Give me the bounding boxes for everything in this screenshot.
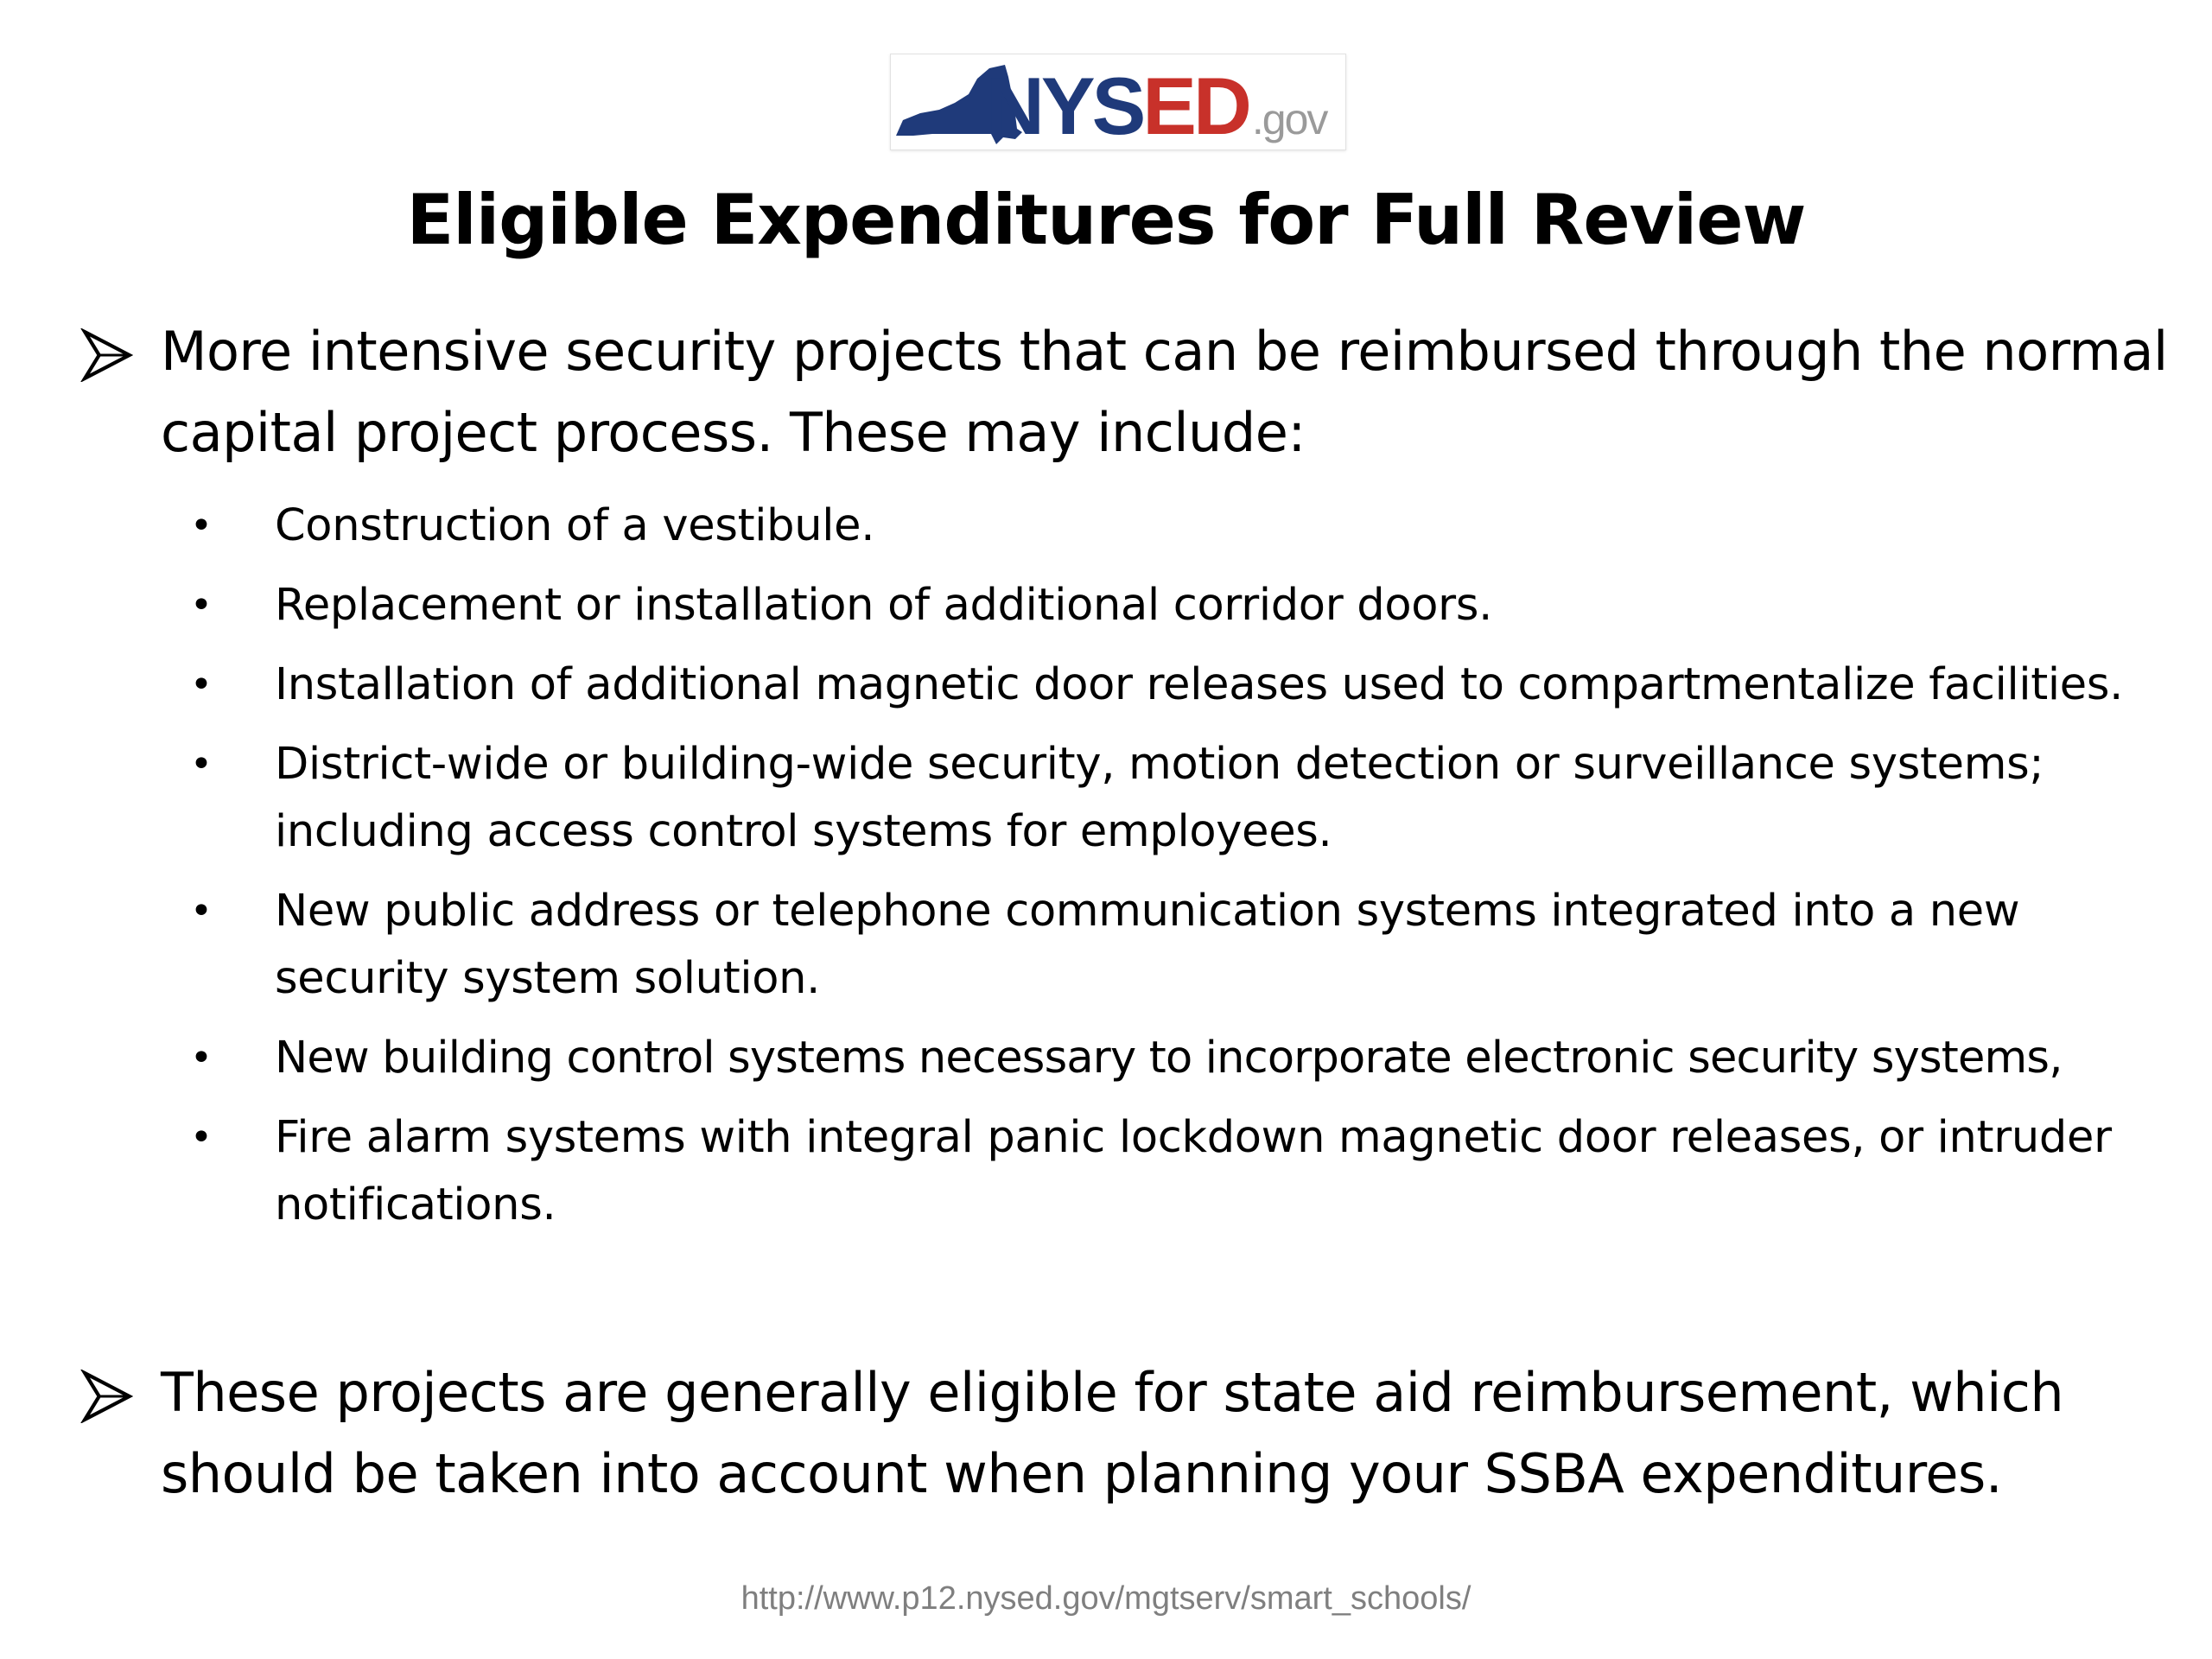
arrow-bullet-icon xyxy=(79,328,133,382)
sub-bullet-text: Installation of additional magnetic door releases used to compartmentalize facilities. xyxy=(275,659,2124,710)
sub-bullet-text: Replacement or installation of additional corridor doors. xyxy=(275,580,1493,631)
bullet-dot-icon: • xyxy=(190,1116,213,1160)
sub-bullet-text: New building control systems necessary to incorporate electronic security systems, xyxy=(275,1033,2063,1084)
sub-bullet-text: New public address or telephone communication systems integrated into a new security system solution. xyxy=(275,886,2020,1004)
sub-bullet-text: District-wide or building-wide security, motion detection or surveillance systems; including access control systems for employees. xyxy=(275,739,2044,857)
sub-bullet-item xyxy=(0,1025,2212,1092)
sub-bullet-item xyxy=(0,1104,2212,1239)
bullet-dot-icon: • xyxy=(190,663,213,707)
arrow-bullet-icon xyxy=(79,1370,133,1423)
logo-nys-text: NYS xyxy=(986,60,1143,151)
sub-bullet-text: Construction of a vestibule. xyxy=(275,500,875,551)
bullet-dot-icon: • xyxy=(190,742,213,786)
slide-title: Eligible Expenditures for Full Review xyxy=(406,180,1806,260)
sub-bullet-item xyxy=(0,652,2212,719)
sub-bullet-item xyxy=(0,878,2212,1013)
sub-bullet-item xyxy=(0,731,2212,866)
bullet-dot-icon: • xyxy=(190,504,213,548)
sub-bullet-item xyxy=(0,572,2212,639)
bullet-dot-icon: • xyxy=(190,1036,213,1080)
main-bullet-text: These projects are generally eligible for state aid reimbursement, which should be taken into account when planning your SSBA expenditures. xyxy=(161,1361,2064,1505)
main-bullet-text: More intensive security projects that can be reimbursed through the normal capital project process. These may include: xyxy=(161,320,2168,464)
sub-bullet-text: Fire alarm systems with integral panic lockdown magnetic door releases, or intruder notifications. xyxy=(275,1112,2112,1230)
logo-ed-text: ED xyxy=(1142,60,1249,151)
bullet-dot-icon: • xyxy=(190,889,213,933)
logo-wordmark xyxy=(986,54,1326,151)
sub-bullet-item xyxy=(0,493,2212,560)
nysed-logo xyxy=(890,54,1346,150)
bullet-dot-icon: • xyxy=(190,583,213,627)
footer-url[interactable]: http://www.p12.nysed.gov/mgtserv/smart_schools/ xyxy=(741,1580,1471,1617)
sub-bullet-list xyxy=(0,493,2212,1239)
logo-gov-text: .gov xyxy=(1251,95,1327,143)
